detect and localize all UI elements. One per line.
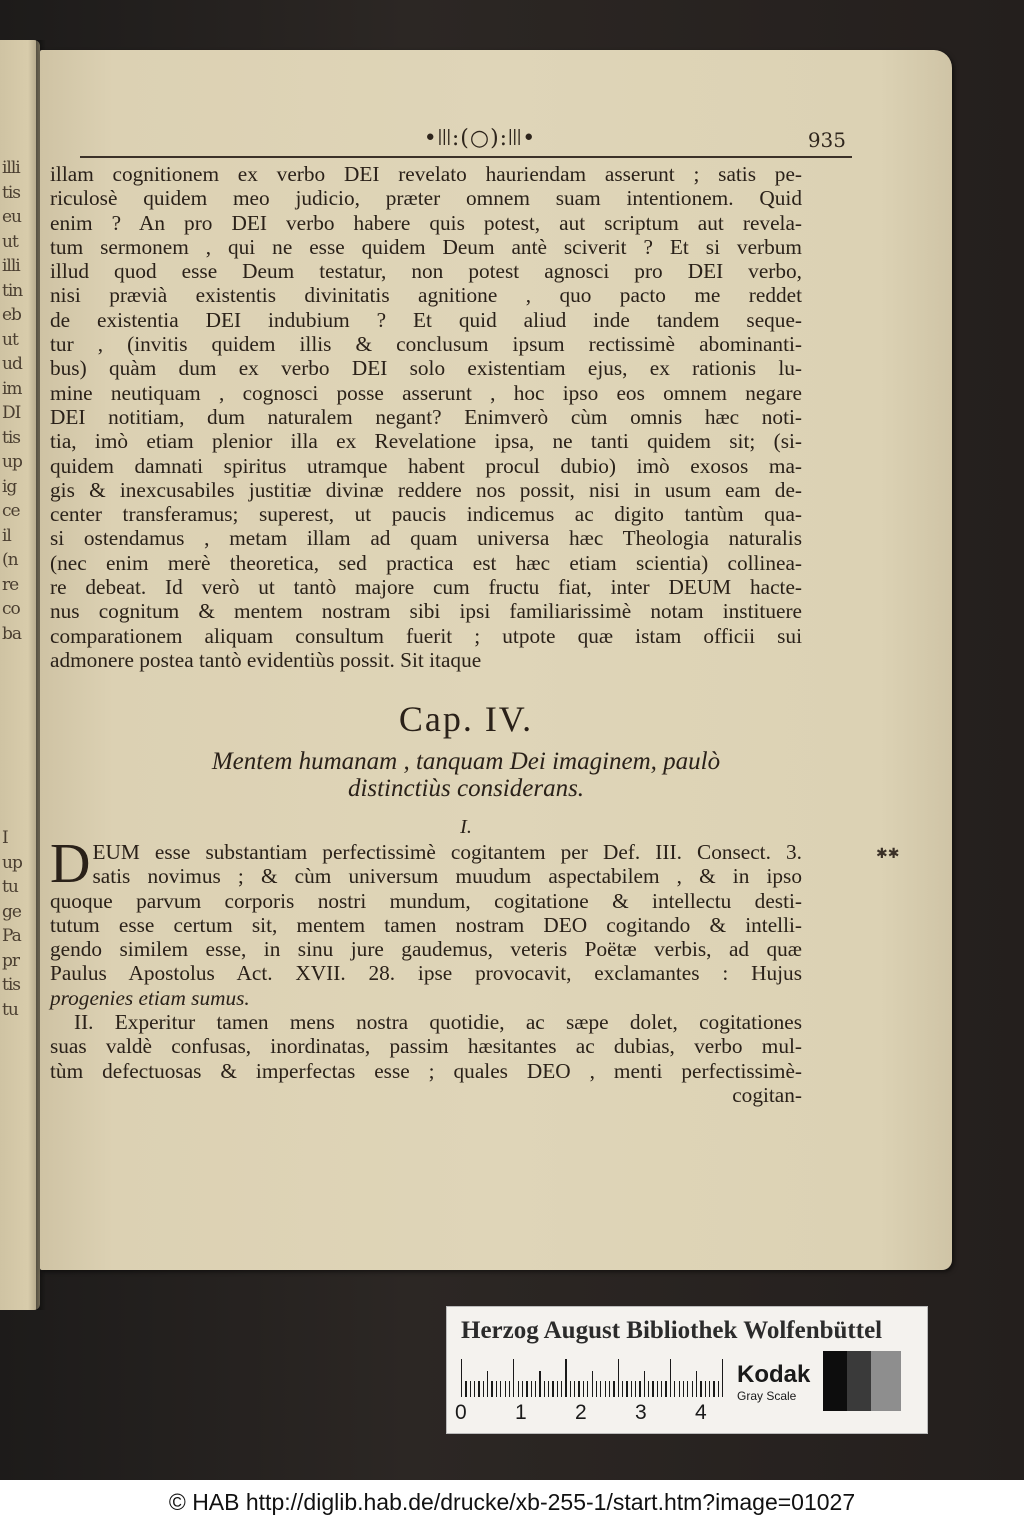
text-line: Paulus Apostolus Act. XVII. 28. ipse provocavit, exclamantes : Hujus [50, 961, 802, 986]
section-text [50, 833, 802, 1107]
section-first-line: EUM esse substantiam perfectissimè cogitantem per Def. III. Consect. 3. [92, 840, 802, 864]
ruler-tick [557, 1381, 558, 1397]
text-line: illud quod esse Deum testatur, non potest agnosci pro DEI verbo, [50, 259, 802, 284]
text-line: admonere postea tantò evidentiùs possit. Sit itaque [50, 647, 482, 672]
chapter-subtitle [80, 748, 852, 802]
text-line: mine neutiquam , cognosci posse asserunt , hoc ipso eos omnem negare [50, 380, 802, 405]
text-line: quidem damnati spiritus utramque habent procul dubio) imò exosos ma- [50, 453, 802, 478]
ruler-tick [661, 1381, 662, 1397]
ruler-tick [474, 1381, 475, 1397]
text-line: tum sermonem , qui ne esse quidem Deum antè sciverit ? Et si verbum [50, 234, 802, 259]
ruler-tick [657, 1381, 658, 1397]
ruler-tick [578, 1381, 579, 1397]
ruler-tick [609, 1381, 610, 1397]
ruler-tick [570, 1381, 571, 1397]
ruler-tick [483, 1381, 484, 1397]
copyright-footer[interactable]: © HAB http://diglib.hab.de/drucke/xb-255-1/start.htm?image=01027 [0, 1480, 1024, 1525]
ruler-tick [674, 1381, 675, 1397]
text-line: gendo similem esse, in sinu jure gaudemus, veteris Poëtæ verbis, ad quæ [50, 937, 802, 962]
ruler-tick [522, 1381, 523, 1397]
adjacent-page-fragment: pr [2, 950, 20, 971]
header-rule [80, 156, 852, 158]
ruler-tick [518, 1381, 519, 1397]
adjacent-page-fragment: ut [2, 231, 18, 252]
text-line: progenies etiam sumus. [50, 985, 250, 1010]
text-line: satis novimus ; & cùm universum muudum aspectabilem , & in ipso [92, 864, 802, 889]
adjacent-page-fragment: tu [2, 877, 18, 897]
adjacent-page-fragment: up [2, 852, 22, 873]
gray-scale-label: Gray Scale [737, 1389, 797, 1403]
ruler-tick [709, 1381, 710, 1397]
ruler-tick [670, 1359, 671, 1397]
page-header [80, 126, 852, 166]
ruler-tick [600, 1381, 601, 1397]
ruler-tick [461, 1359, 462, 1397]
chapter-subtitle-line2: distinctiùs considerans. [347, 775, 585, 802]
text-line: bus) quàm dum ex verbo DEI solo existentiam ejus, ex rationis lu- [50, 356, 802, 381]
ruler-label: 0 [455, 1401, 467, 1424]
ruler-tick [713, 1381, 714, 1397]
ruler-tick [679, 1381, 680, 1397]
ruler-tick [565, 1359, 566, 1397]
adjacent-page-fragment: tis [2, 427, 20, 448]
adjacent-page-fragment: tis [2, 182, 20, 203]
ruler-tick [539, 1371, 540, 1397]
text-line: tur , (invitis quidem illis & conclusum ipsum rectissimè abominanti- [50, 332, 802, 357]
adjacent-page-fragment: co [2, 599, 20, 619]
text-line: re debeat. Id verò ut tantò majore cum fructu fiat, inter DEUM hacte- [50, 575, 802, 600]
text-line: tùm defectuosas & imperfectas esse ; quales DEO , menti perfectissimè- [50, 1058, 802, 1083]
adjacent-page-edge [0, 40, 40, 1310]
text-line: cogitan- [732, 1082, 802, 1107]
kodak-logo: Kodak [737, 1361, 811, 1388]
ruler-tick [531, 1381, 532, 1397]
text-line: illam cognitionem ex verbo DEI revelato hauriendam asserunt ; satis pe- [50, 162, 802, 186]
ruler-tick [465, 1381, 466, 1397]
ruler-tick [692, 1381, 693, 1397]
ruler-tick [548, 1381, 549, 1397]
adjacent-page-fragment: ig [2, 476, 17, 497]
text-line: II. Experitur tamen mens nostra quotidie, ac sæpe dolet, cogitationes [74, 1010, 802, 1035]
ruler-tick [587, 1381, 588, 1397]
text-line: riculosè quidem meo judicio, præter omnem suam intentionem. Quid [50, 186, 802, 211]
adjacent-page-fragment: im [2, 378, 22, 399]
text-line: de existentia DEI indubium ? Et quid aliud inde tandem seque- [50, 307, 802, 332]
text-line: suas valdè confusas, inordinatas, passim hæsitantes ac dubias, verbo mul- [50, 1034, 802, 1059]
ruler-tick [478, 1381, 479, 1397]
text-line: quoque parvum corporis nostri mundum, cogitatione & intellectu desti- [50, 888, 802, 913]
ruler-tick [526, 1381, 527, 1397]
ruler-tick [583, 1381, 584, 1397]
text-line: nus cognitum & mentem nostram sibi ipsi familiarissimè notam instituere [50, 599, 802, 624]
ruler-tick [470, 1381, 471, 1397]
ruler-tick [622, 1381, 623, 1397]
adjacent-page-fragment: ba [2, 623, 22, 644]
adjacent-page-fragment: ud [2, 354, 22, 374]
adjacent-page-fragment: eu [2, 207, 22, 227]
adjacent-page-fragment: ce [2, 501, 20, 521]
body-text [50, 162, 802, 672]
ruler-tick [487, 1371, 488, 1397]
text-line: si ostendamus , metam illam ad quam universa hæc Theologia naturalis [50, 526, 802, 551]
adjacent-page-fragment: ut [2, 329, 18, 350]
page-number: 935 [807, 128, 846, 152]
ruler-tick [513, 1359, 514, 1397]
section-number: I. [460, 816, 472, 838]
adjacent-page-fragment: tin [2, 280, 23, 301]
ruler-tick [665, 1381, 666, 1397]
ruler-tick [639, 1381, 640, 1397]
ruler-tick [696, 1371, 697, 1397]
ruler-label: 3 [635, 1401, 647, 1424]
ruler-tick [648, 1381, 649, 1397]
library-name: Herzog August Bibliothek Wolfenbüttel [461, 1317, 883, 1344]
ruler-label: 1 [515, 1401, 527, 1424]
adjacent-page-fragment: eb [2, 305, 21, 325]
text-line: nisi prævià existentis divinitatis agnitione , quo pacto me reddet [50, 283, 802, 308]
text-line: DEI notitiam, dum naturalem negant? Enimverò cùm omnis hæc noti- [50, 404, 802, 429]
ruler-tick [700, 1381, 701, 1397]
ruler-tick [535, 1381, 536, 1397]
ruler-tick [618, 1359, 619, 1397]
ruler-tick [509, 1381, 510, 1397]
ruler-tick [552, 1381, 553, 1397]
text-line: (nec enim merè theoretica, sed practica est hæc etiam scientia) collinea- [50, 550, 802, 575]
text-line: center transferamus; superest, ut paucis indicemus ac digito tantùm qua- [50, 502, 802, 527]
ruler-tick [544, 1381, 545, 1397]
adjacent-page-fragment: ge [2, 901, 21, 922]
chapter-subtitle-line1: Mentem humanam , tanquam Dei imaginem, paulò [211, 748, 721, 775]
ruler-tick [491, 1381, 492, 1397]
text-line: tutum esse certum sit, mentem tamen nostram DEO cogitando & intelli- [50, 912, 802, 937]
ruler-tick [718, 1381, 719, 1397]
text-line: enim ? An pro DEI verbo habere quis potest, aut scriptum aut revela- [50, 210, 802, 235]
adjacent-page-fragment: DI [2, 403, 21, 423]
adjacent-page-fragment: (n [2, 550, 18, 570]
ruler-tick [683, 1381, 684, 1397]
ruler-tick [613, 1381, 614, 1397]
ruler-tick [635, 1381, 636, 1397]
margin-mark: ✱✱ [876, 846, 900, 862]
ruler-tick [596, 1381, 597, 1397]
ruler-tick [722, 1359, 723, 1397]
adjacent-page-fragment: il [2, 525, 11, 546]
ruler-tick [652, 1381, 653, 1397]
ruler-tick [644, 1371, 645, 1397]
drop-cap: D [50, 833, 91, 895]
ruler-tick [496, 1381, 497, 1397]
adjacent-page-fragment: illi [2, 158, 20, 178]
adjacent-page-fragment: I [2, 828, 8, 848]
ruler-tick [687, 1381, 688, 1397]
adjacent-page-fragment: re [2, 574, 19, 595]
text-line: tia, imò etiam plenior illa ex Revelatione ipsa, ne tanti quidem sit; (si- [50, 429, 802, 454]
ruler-label: 2 [575, 1401, 587, 1424]
ruler-ticks [461, 1359, 723, 1397]
text-line: gis & inexcusabiles justitiæ divinæ reddere nos possit, nisi in usum eam de- [50, 477, 802, 502]
text-line: comparationem aliquam consultum fuerit ; utpote quæ istam officii sui [50, 623, 802, 648]
adjacent-page-fragment: tu [2, 999, 18, 1020]
ruler-tick [574, 1381, 575, 1397]
adjacent-page-fragment: illi [2, 256, 20, 276]
ruler-label: 4 [695, 1401, 707, 1424]
ruler-tick [631, 1381, 632, 1397]
ruler-tick [561, 1381, 562, 1397]
header-ornament: •ꔖ:(○):ꔖ• [423, 126, 537, 151]
ruler-tick [592, 1371, 593, 1397]
chapter-heading: Cap. IV. [398, 699, 534, 739]
adjacent-page-fragment: Pa [2, 926, 21, 946]
ruler-tick [705, 1381, 706, 1397]
ruler-tick [500, 1381, 501, 1397]
adjacent-page-fragment: up [2, 452, 22, 472]
gray-scale-card [446, 1306, 928, 1434]
ruler-tick [605, 1381, 606, 1397]
ruler-tick [626, 1381, 627, 1397]
adjacent-page-fragment: tis [2, 975, 20, 995]
ruler-tick [505, 1381, 506, 1397]
swatch-mid [871, 1351, 901, 1411]
